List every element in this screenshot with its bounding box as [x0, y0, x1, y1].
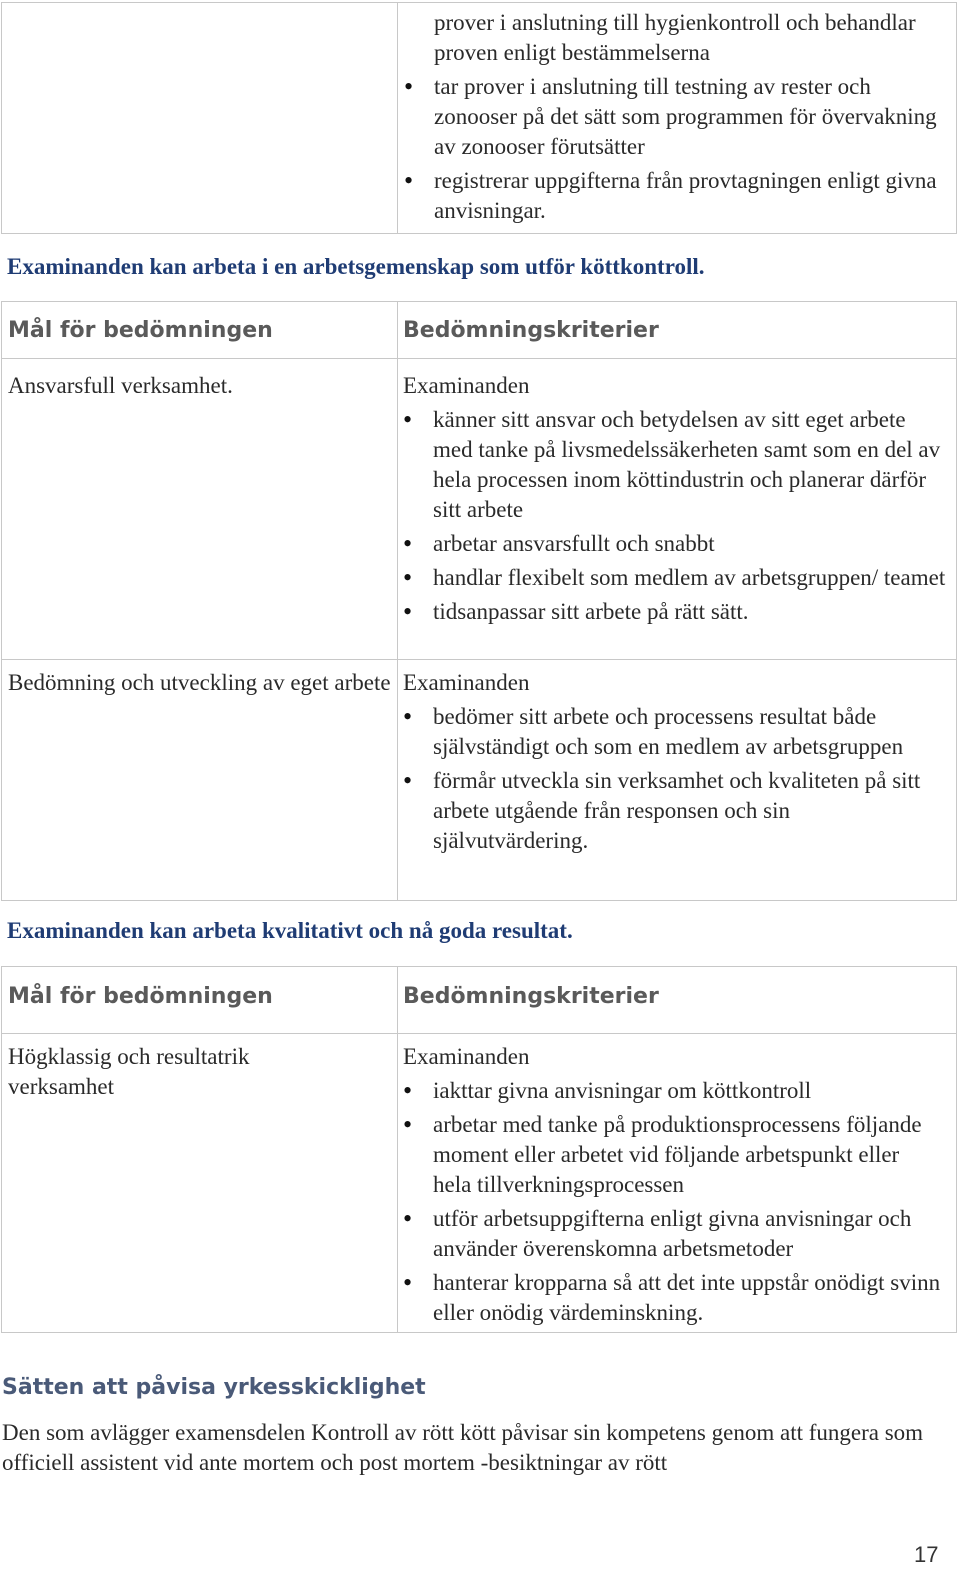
criteria-item: • utför arbetsuppgifterna enligt givna anvisningar och använder överenskomna arbetsmetoder — [403, 1204, 942, 1264]
goal-column-header: Mål för bedömningen — [8, 318, 273, 343]
criteria-item: • bedömer sitt arbete och processens resultat både självständigt och som en medlem av arbetsgruppen — [403, 702, 948, 762]
section-heading: Examinanden kan arbeta kvalitativt och nå goda resultat. — [7, 918, 573, 943]
criteria-cell — [398, 660, 957, 901]
criteria-item: • arbetar ansvarsfullt och snabbt — [403, 529, 948, 559]
criteria-item: • arbetar med tanke på produktionsprocessens följande moment eller arbetet vid följande arbetspunkt eller hela tillverkningsprocessen — [403, 1110, 942, 1200]
criteria-item: • iakttar givna anvisningar om köttkontroll — [403, 1076, 942, 1106]
table-header-cell — [398, 302, 957, 359]
criteria-column-header: Bedömningskriterier — [403, 984, 659, 1009]
criteria-cell — [398, 1034, 957, 1333]
goal-cell — [2, 660, 398, 901]
goal-text: Högklassig och resultatrik verksamhet — [8, 1044, 250, 1099]
top-table-empty-cell — [2, 3, 398, 234]
criteria-cell — [398, 359, 957, 660]
top-table-criteria-cell — [398, 3, 957, 234]
criteria-item: • tidsanpassar sitt arbete på rätt sätt. — [403, 597, 948, 627]
criteria-list — [404, 72, 948, 226]
criteria-column-header: Bedömningskriterier — [403, 318, 659, 343]
goal-text: Bedömning och utveckling av eget arbete — [8, 670, 391, 695]
criteria-intro: Examinanden — [403, 670, 530, 695]
goal-cell — [2, 1034, 398, 1333]
assessment-table — [1, 966, 957, 1333]
goal-text: Ansvarsfull verksamhet. — [8, 373, 233, 398]
criteria-list — [403, 702, 948, 856]
table-header-cell — [2, 967, 398, 1034]
assessment-table — [1, 301, 957, 901]
criteria-intro: Examinanden — [403, 373, 530, 398]
goal-column-header: Mål för bedömningen — [8, 984, 273, 1009]
top-criteria-table — [1, 2, 957, 234]
criteria-item: • förmår utveckla sin verksamhet och kvaliteten på sitt arbete utgående från responsen och sin självutvärdering. — [403, 766, 948, 856]
criteria-item: • tar prover i anslutning till testning av rester och zonooser på det sätt som programmen för övervakning av zonooser förutsätter — [404, 72, 948, 162]
criteria-item: • handlar flexibelt som medlem av arbetsgruppen/ teamet — [403, 563, 948, 593]
goal-cell — [2, 359, 398, 660]
table-header-cell — [2, 302, 398, 359]
criteria-intro: Examinanden — [403, 1044, 530, 1069]
criteria-continuation: prover i anslutning till hygienkontroll och behandlar proven enligt bestämmelserna — [434, 10, 916, 65]
criteria-list — [403, 1076, 942, 1328]
body-paragraph: Den som avlägger examensdelen Kontroll av rött kött påvisar sin kompetens genom att fungera som officiell assistent vid ante mortem och post mortem -besiktningar av rött — [2, 1420, 924, 1475]
section-heading: Sätten att påvisa yrkesskicklighet — [2, 1375, 426, 1400]
criteria-item: • hanterar kropparna så att det inte uppstår onödigt svinn eller onödig värdeminskning. — [403, 1268, 942, 1328]
page-number: 17 — [914, 1542, 939, 1567]
criteria-item: • registrerar uppgifterna från provtagningen enligt givna anvisningar. — [404, 166, 948, 226]
table-header-cell — [398, 967, 957, 1034]
section-heading: Examinanden kan arbeta i en arbetsgemenskap som utför köttkontroll. — [7, 254, 705, 279]
criteria-list — [403, 405, 948, 627]
criteria-item: • känner sitt ansvar och betydelsen av sitt eget arbete med tanke på livsmedelssäkerheten samt som en del av hela processen inom köttindustrin och planerar därför sitt arbete — [403, 405, 948, 525]
